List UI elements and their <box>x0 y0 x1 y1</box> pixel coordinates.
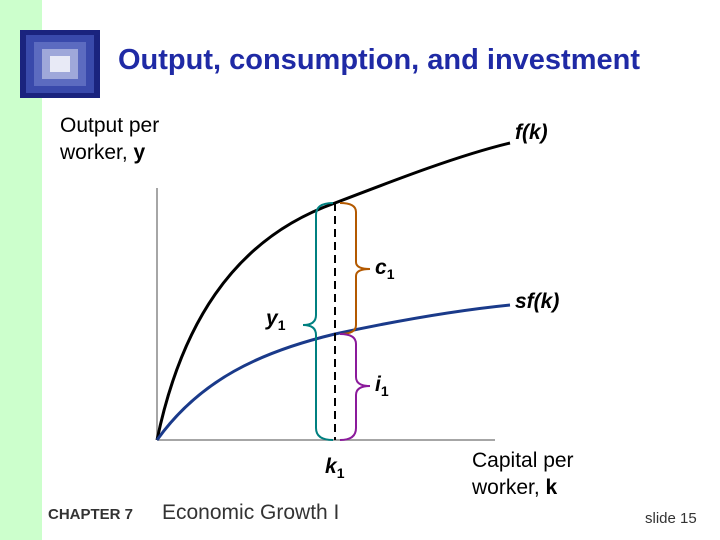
k1-label <box>325 455 344 481</box>
i1-label <box>375 373 389 399</box>
i1-sub: 1 <box>380 383 389 400</box>
production-curve-label: f(k) <box>515 121 548 144</box>
investment-curve-label: sf(k) <box>515 290 560 313</box>
c1-var: c <box>375 256 387 279</box>
brace-i1 <box>340 334 370 440</box>
y-axis-var: y <box>133 141 146 164</box>
footer-topic: Economic Growth I <box>162 501 340 524</box>
c1-label <box>375 256 394 282</box>
footer-slide-number: slide 15 <box>645 510 697 527</box>
x-axis-var: k <box>545 476 558 499</box>
y-axis-label-line2: worker, <box>60 141 134 164</box>
slide-title: Output, consumption, and investment <box>118 44 640 76</box>
y1-sub: 1 <box>277 317 286 334</box>
x-axis-label-line1: Capital per <box>472 449 574 472</box>
y-axis-label-line1: Output per <box>60 114 160 137</box>
y1-var: y <box>266 307 278 330</box>
brace-y1 <box>303 203 333 440</box>
c1-sub: 1 <box>386 266 395 283</box>
i1-var: i <box>375 373 381 396</box>
k1-var: k <box>325 455 337 478</box>
footer-chapter: CHAPTER 7 <box>48 506 134 523</box>
production-curve <box>157 143 510 440</box>
investment-curve <box>157 305 510 440</box>
brace-c1 <box>340 203 370 334</box>
k1-sub: 1 <box>336 465 345 482</box>
x-axis-label-line2: worker, <box>472 476 546 499</box>
y1-label <box>266 307 285 333</box>
